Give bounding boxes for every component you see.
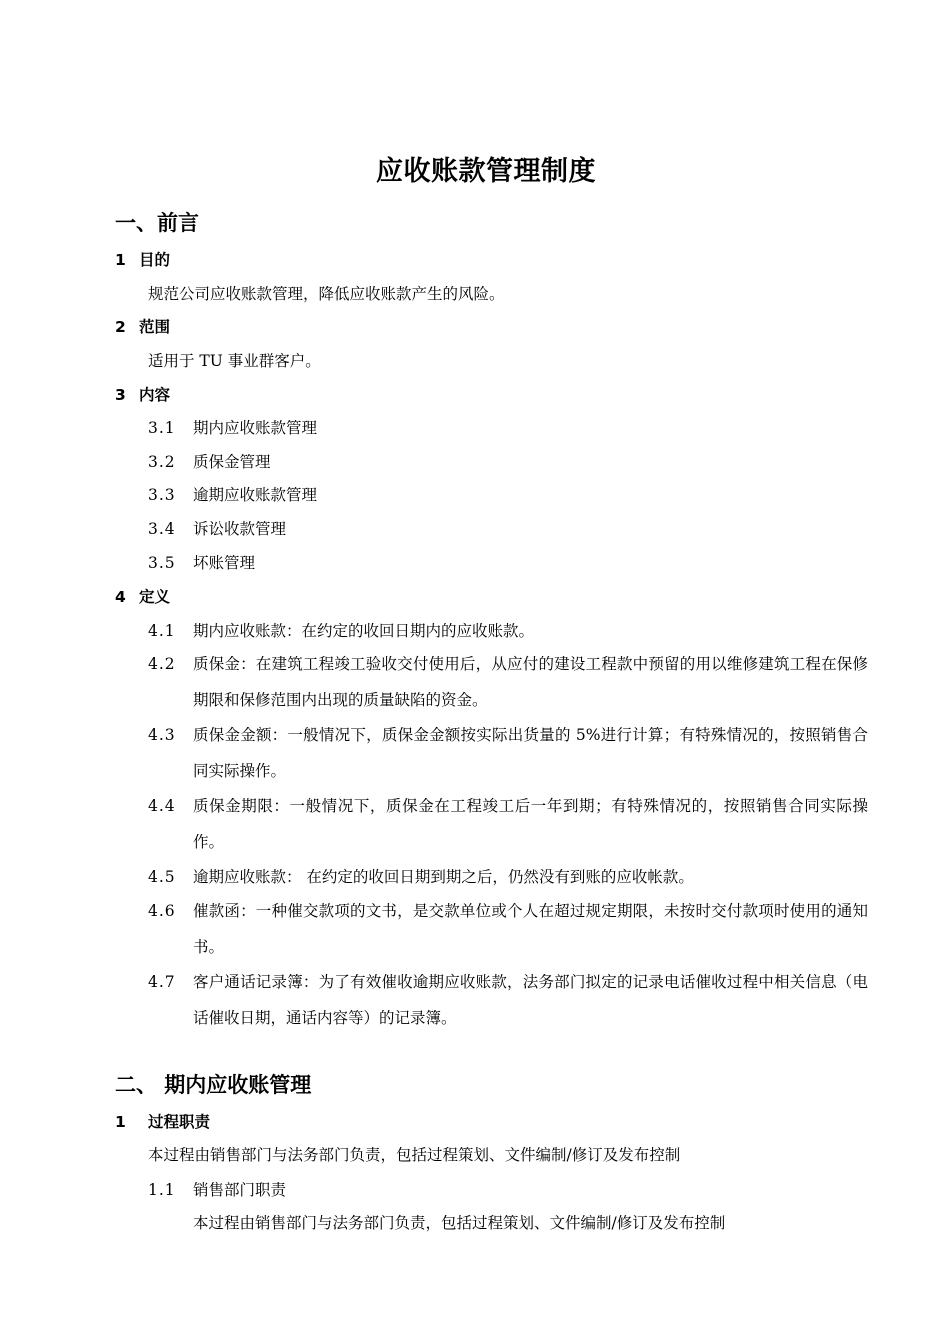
responsibility-text: 本过程由销售部门与法务部门负责，包括过程策划、文件编制/修订及发布控制: [148, 1146, 681, 1164]
heading-label: 过程职责: [148, 1113, 211, 1131]
scope-text: 适用于 TU 事业群客户。: [148, 352, 321, 370]
heading-label: 范围: [139, 318, 171, 336]
definition-item: [148, 893, 868, 965]
heading-definitions: [115, 585, 170, 609]
heading-number: 1: [115, 1113, 126, 1131]
definition-item: [148, 717, 868, 789]
item-text: 期内应收账款：在约定的收回日期内的应收账款。: [193, 622, 535, 640]
item-text: 质保金管理: [193, 453, 271, 471]
heading-purpose: [115, 248, 170, 272]
heading-number: 1: [115, 251, 126, 269]
heading-label: 目的: [139, 251, 171, 269]
item-number: 3.5: [148, 554, 176, 572]
item-number: 4.6: [148, 902, 176, 920]
definition-item: [148, 613, 868, 649]
item-number: 4.2: [148, 655, 176, 673]
item-number: 3.1: [148, 419, 176, 437]
item-number: 4.4: [148, 797, 176, 815]
heading-number: 2: [115, 318, 126, 336]
item-text: 逾期应收账款： 在约定的收回日期到期之后，仍然没有到账的应收帐款。: [193, 868, 694, 886]
heading-number: 4: [115, 588, 126, 606]
heading-scope: [115, 315, 170, 339]
item-text: 期内应收账款管理: [193, 419, 318, 437]
purpose-text: 规范公司应收账款管理，降低应收账款产生的风险。: [148, 285, 505, 303]
content-item: [148, 483, 317, 507]
item-number: 4.1: [148, 622, 176, 640]
item-number: 1.1: [148, 1181, 176, 1199]
section-heading-in-period-receivables: 二、 期内应收账管理: [115, 1073, 312, 1097]
section-heading-preface: 一、前言: [115, 211, 199, 235]
item-number: 3.3: [148, 486, 176, 504]
item-text: 逾期应收账款管理: [193, 486, 318, 504]
heading-process-responsibility: [115, 1110, 210, 1134]
item-number: 4.7: [148, 973, 176, 991]
item-number: 4.5: [148, 868, 176, 886]
item-text: 质保金：在建筑工程竣工验收交付使用后，从应付的建设工程款中预留的用以维修建筑工程在保修期限和保修范围内出现的质量缺陷的资金。: [193, 655, 868, 709]
item-text: 客户通话记录簿：为了有效催收逾期应收账款，法务部门拟定的记录电话催收过程中相关信息（电话催收日期，通话内容等）的记录簿。: [193, 973, 868, 1027]
content-item: [148, 517, 286, 541]
item-number: 4.3: [148, 726, 176, 744]
heading-number: 3: [115, 386, 126, 404]
definition-item: [148, 964, 868, 1036]
item-text: 催款函：一种催交款项的文书，是交款单位或个人在超过规定期限，未按时交付款项时使用的通知书。: [193, 902, 868, 956]
item-number: 3.4: [148, 520, 176, 538]
definition-item: [148, 788, 868, 860]
item-number: 3.2: [148, 453, 176, 471]
sales-duties-text: 本过程由销售部门与法务部门负责，包括过程策划、文件编制/修订及发布控制: [193, 1214, 726, 1232]
item-text: 诉讼收款管理: [193, 520, 287, 538]
heading-content: [115, 383, 170, 407]
sub-heading-sales-duties: [148, 1178, 286, 1202]
heading-label: 定义: [139, 588, 171, 606]
document-title: 应收账款管理制度: [376, 156, 596, 187]
heading-label: 内容: [139, 386, 171, 404]
item-text: 质保金期限：一般情况下，质保金在工程竣工后一年到期；有特殊情况的，按照销售合同实际操作。: [193, 797, 868, 851]
item-text: 坏账管理: [193, 554, 256, 572]
item-text: 销售部门职责: [193, 1181, 287, 1199]
definition-item: [148, 859, 868, 895]
content-item: [148, 416, 317, 440]
definition-item: [148, 646, 868, 718]
item-text: 质保金金额：一般情况下，质保金金额按实际出货量的 5%进行计算；有特殊情况的，按照销售合同实际操作。: [193, 726, 868, 780]
content-item: [148, 551, 255, 575]
content-item: [148, 450, 271, 474]
